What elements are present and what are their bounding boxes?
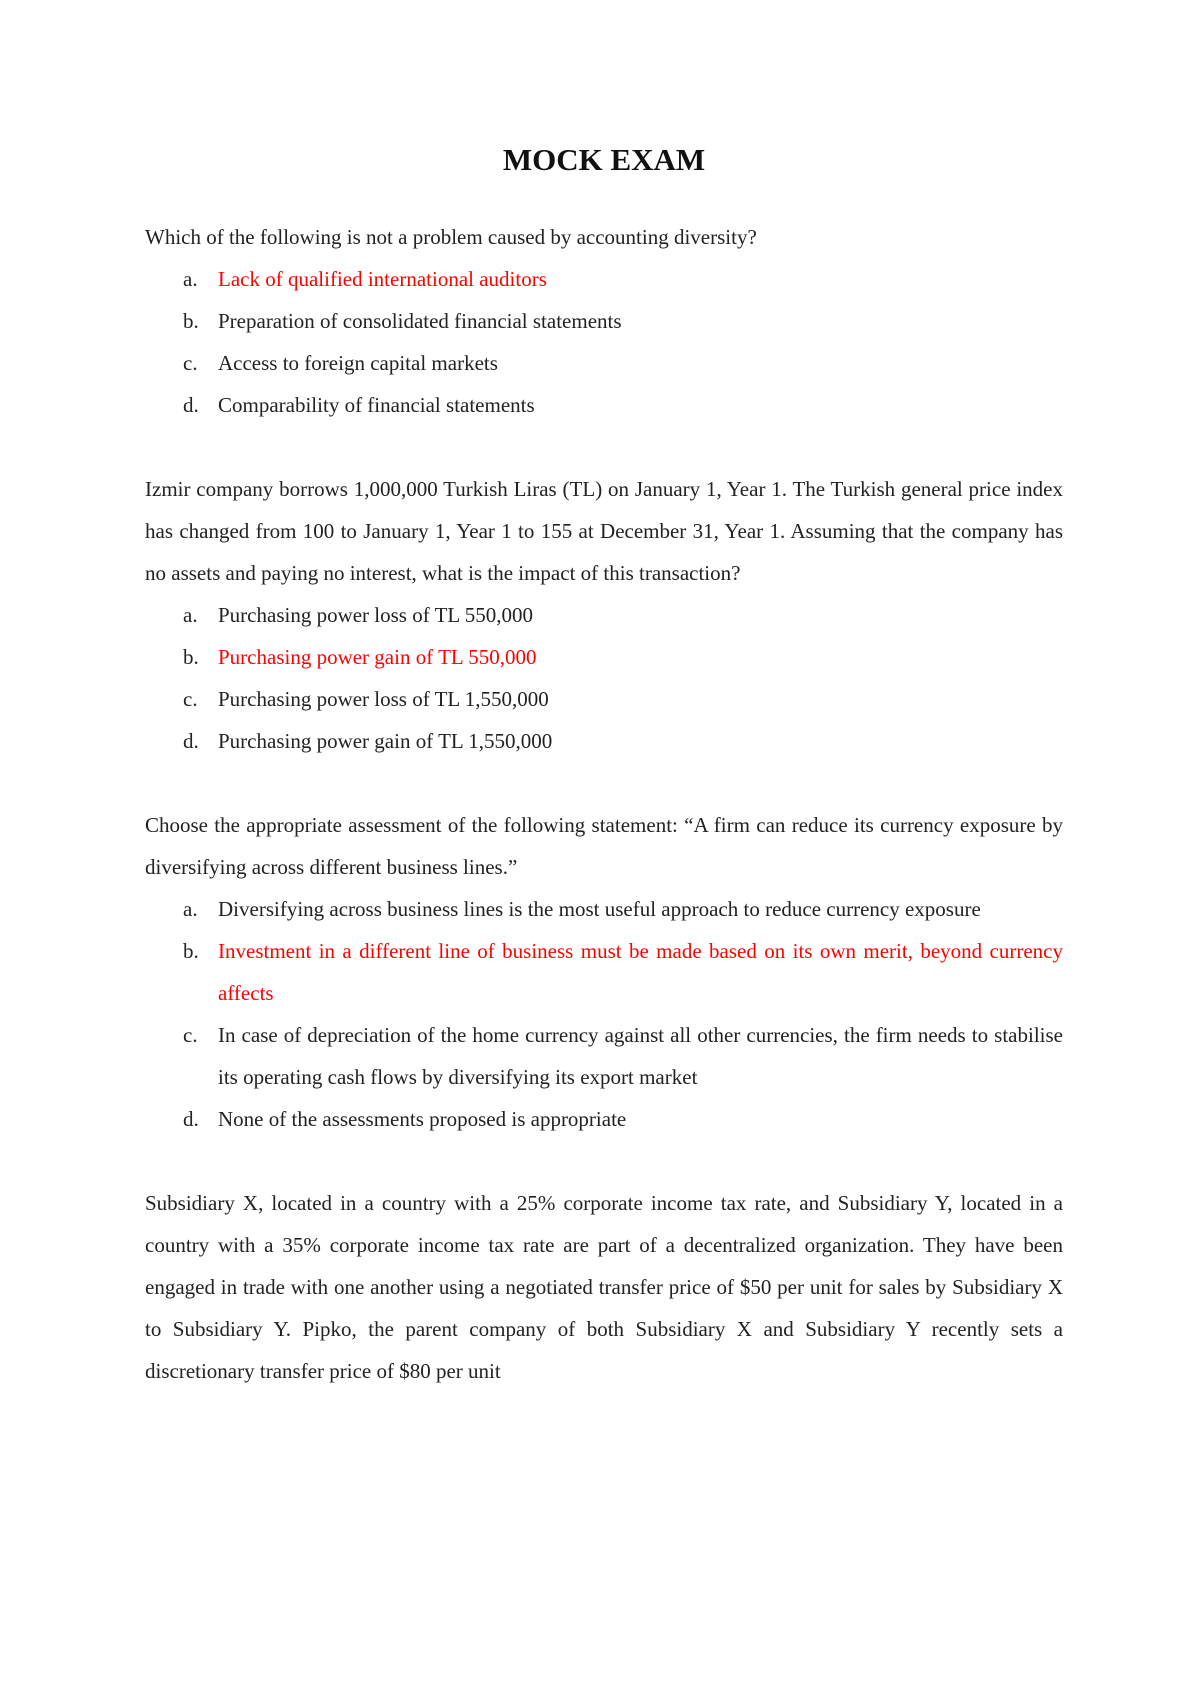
option-text: Preparation of consolidated financial statements	[218, 309, 622, 333]
question-text: Subsidiary X, located in a country with a 25% corporate income tax rate, and Subsidiary Y, located in a country with a 35% corporate income tax rate are part of a decentralized organization. They have been engaged in trade with one another using a negotiated transfer price of $50 per unit for sales by Subsidiary X to Subsidiary Y. Pipko, the parent company of both Subsidiary X and Subsidiary Y recently sets a discretionary transfer price of $80 per unit	[145, 1191, 1063, 1383]
option-letter: c.	[183, 351, 198, 375]
option-letter: d.	[183, 1107, 199, 1131]
option-letter: c.	[183, 1023, 198, 1047]
option-text: Purchasing power gain of TL 1,550,000	[218, 729, 553, 753]
option-text: None of the assessments proposed is appropriate	[218, 1107, 627, 1131]
answer-option-d	[145, 720, 1063, 762]
option-letter: b.	[183, 645, 199, 669]
question-text: Which of the following is not a problem caused by accounting diversity?	[145, 225, 757, 249]
answer-option-b	[145, 300, 1063, 342]
answer-option-a	[145, 888, 1063, 930]
answer-option-a	[145, 594, 1063, 636]
option-text: Purchasing power loss of TL 1,550,000	[218, 687, 549, 711]
question-text: Izmir company borrows 1,000,000 Turkish Liras (TL) on January 1, Year 1. The Turkish general price index has changed from 100 to January 1, Year 1 to 155 at December 31, Year 1. Assuming that the company has no assets and paying no interest, what is the impact of this transaction?	[145, 477, 1063, 585]
exam-page	[145, 140, 1063, 1392]
answer-options	[145, 258, 1063, 426]
option-letter: b.	[183, 309, 199, 333]
answer-option-a	[145, 258, 1063, 300]
option-letter: b.	[183, 939, 199, 963]
option-letter: a.	[183, 603, 198, 627]
option-letter: a.	[183, 267, 198, 291]
paragraph-spacer	[145, 426, 1063, 468]
option-text: Purchasing power loss of TL 550,000	[218, 603, 533, 627]
option-text: Access to foreign capital markets	[218, 351, 498, 375]
option-letter: a.	[183, 897, 198, 921]
question-2	[145, 468, 1063, 762]
answer-options	[145, 594, 1063, 762]
option-text: In case of depreciation of the home currency against all other currencies, the firm needs to stabilise its operating cash flows by diversifying its export market	[218, 1023, 1063, 1089]
option-text: Purchasing power gain of TL 550,000	[218, 645, 537, 669]
option-letter: c.	[183, 687, 198, 711]
answer-option-d	[145, 384, 1063, 426]
question-1	[145, 216, 1063, 426]
option-text: Diversifying across business lines is the most useful approach to reduce currency exposure	[218, 897, 981, 921]
option-text: Lack of qualified international auditors	[218, 267, 547, 291]
question-text: Choose the appropriate assessment of the following statement: “A firm can reduce its currency exposure by diversifying across different business lines.”	[145, 813, 1063, 879]
answer-option-c	[145, 342, 1063, 384]
paragraph-spacer	[145, 762, 1063, 804]
answer-option-c	[145, 678, 1063, 720]
question-4	[145, 1182, 1063, 1392]
answer-option-c	[145, 1014, 1063, 1098]
option-text: Investment in a different line of business must be made based on its own merit, beyond currency affects	[218, 939, 1063, 1005]
answer-option-b	[145, 636, 1063, 678]
option-text: Comparability of financial statements	[218, 393, 535, 417]
option-letter: d.	[183, 393, 199, 417]
paragraph-spacer	[145, 1140, 1063, 1182]
option-letter: d.	[183, 729, 199, 753]
answer-options	[145, 888, 1063, 1140]
page-title: MOCK EXAM	[502, 142, 706, 177]
answer-option-b	[145, 930, 1063, 1014]
question-3	[145, 804, 1063, 1140]
answer-option-d	[145, 1098, 1063, 1140]
